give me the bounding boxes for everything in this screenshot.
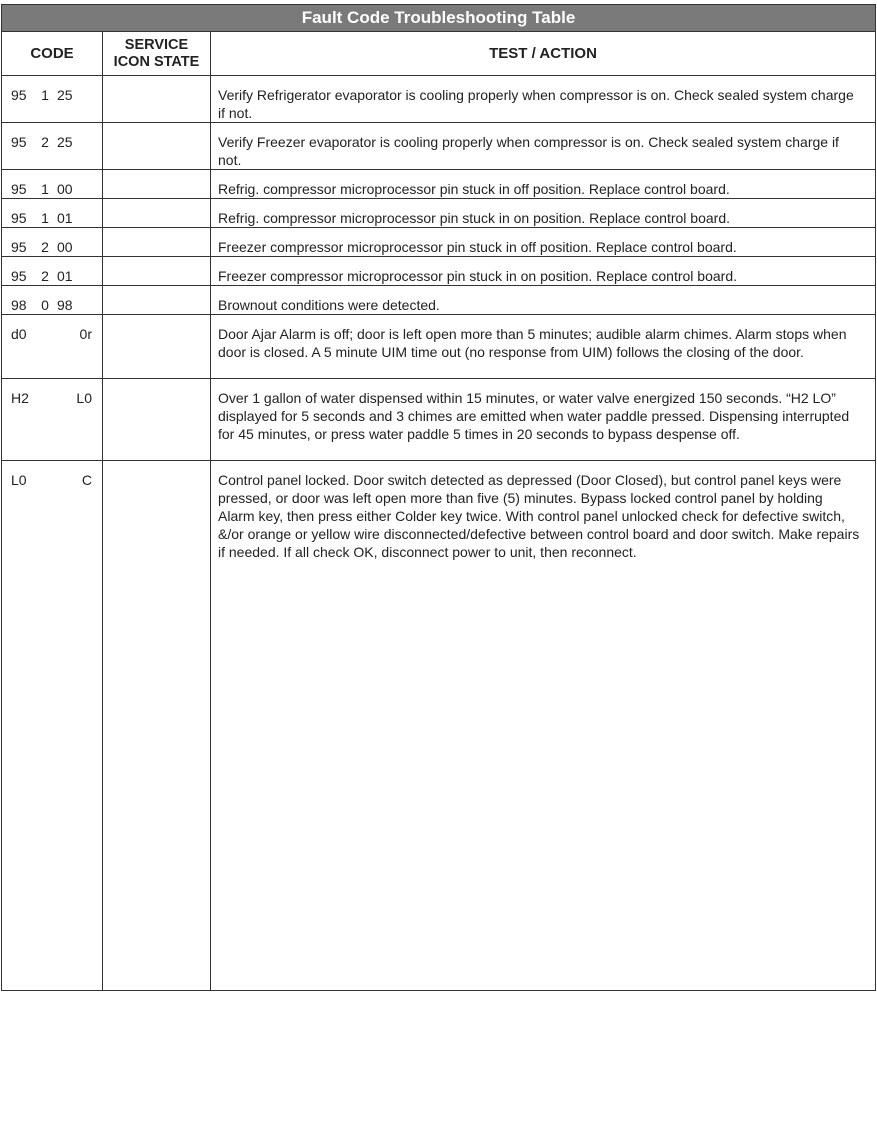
action-cell: Refrig. compressor microprocessor pin stuck in on position. Replace control board. (211, 199, 876, 228)
table-row (2, 286, 876, 315)
action-cell: Over 1 gallon of water dispensed within 15 minutes, or water valve energized 150 seconds. “H2 LO” displayed for 5 seconds and 3 chimes are emitted when water paddle pressed. Dispensing interrupted for 45 minutes, or press water paddle 5 times in 20 seconds to bypass despense off. (211, 379, 876, 461)
code-part-3: 01 (57, 268, 73, 284)
code-cell (2, 379, 103, 461)
code-part-3: 00 (57, 239, 73, 255)
action-cell: Verify Freezer evaporator is cooling properly when compressor is on. Check sealed system charge if not. (211, 123, 876, 170)
table-row (2, 76, 876, 123)
action-cell: Refrig. compressor microprocessor pin stuck in off position. Replace control board. (211, 170, 876, 199)
table-row (2, 123, 876, 170)
code-part-3: 25 (57, 87, 73, 103)
service-icon-state-cell (103, 315, 211, 379)
code-part-1: L0 (11, 472, 27, 488)
action-cell: Door Ajar Alarm is off; door is left open more than 5 minutes; audible alarm chimes. Alarm stops when door is closed. A 5 minute UIM time out (no response from UIM) follows the closing of the door. (211, 315, 876, 379)
code-part-3: 25 (57, 134, 73, 150)
code-part-1: d0 (11, 326, 27, 342)
code-header: CODE (2, 32, 103, 76)
header-row (2, 32, 876, 76)
service-icon-state-cell (103, 461, 211, 991)
table-row (2, 199, 876, 228)
service-icon-state-cell (103, 286, 211, 315)
code-cell (2, 286, 103, 315)
table-row (2, 315, 876, 379)
code-part-2: 2 (41, 268, 49, 284)
action-cell: Brownout conditions were detected. (211, 286, 876, 315)
service-header-line1: SERVICE (124, 36, 189, 53)
code-part-3: 01 (57, 210, 73, 226)
code-part-3: L0 (76, 390, 92, 406)
service-icon-state-cell (103, 228, 211, 257)
code-part-1: 95 (11, 87, 27, 103)
table-title: Fault Code Troubleshooting Table (2, 5, 876, 32)
service-icon-state-cell (103, 257, 211, 286)
test-action-header: TEST / ACTION (211, 32, 876, 76)
code-cell (2, 461, 103, 991)
code-part-1: 95 (11, 181, 27, 197)
code-part-1: 95 (11, 239, 27, 255)
action-cell: Freezer compressor microprocessor pin stuck in on position. Replace control board. (211, 257, 876, 286)
code-part-3: 98 (57, 297, 73, 313)
code-part-1: H2 (11, 390, 29, 406)
code-part-2: 1 (41, 87, 49, 103)
code-cell (2, 228, 103, 257)
code-part-2: 1 (41, 181, 49, 197)
service-icon-state-cell (103, 199, 211, 228)
code-part-2: 0 (41, 297, 49, 313)
code-cell (2, 199, 103, 228)
code-part-2: 1 (41, 210, 49, 226)
code-cell (2, 76, 103, 123)
code-part-3: C (81, 472, 92, 488)
code-part-1: 95 (11, 268, 27, 284)
code-part-3: 00 (57, 181, 73, 197)
code-part-2: 2 (41, 239, 49, 255)
action-cell: Control panel locked. Door switch detected as depressed (Door Closed), but control panel keys were pressed, or door was left open more than five (5) minutes. Bypass locked control panel by holding Alarm key, then press either Colder key twice. With control panel unlocked check for defective switch, &/or orange or yellow wire disconnected/defective between control board and door switch. Make repairs if needed. If all check OK, disconnect power to unit, then reconnect. (211, 461, 876, 991)
code-cell (2, 170, 103, 199)
table-row (2, 257, 876, 286)
code-part-2: 2 (41, 134, 49, 150)
table-row (2, 461, 876, 991)
code-part-1: 95 (11, 210, 27, 226)
service-icon-state-cell (103, 170, 211, 199)
code-part-1: 95 (11, 134, 27, 150)
table-row (2, 228, 876, 257)
action-cell: Freezer compressor microprocessor pin stuck in off position. Replace control board. (211, 228, 876, 257)
service-icon-state-cell (103, 123, 211, 170)
service-header-line2: ICON STATE (113, 53, 200, 70)
code-cell (2, 315, 103, 379)
code-cell (2, 123, 103, 170)
fault-code-table (1, 4, 876, 991)
service-icon-state-header (103, 32, 211, 76)
table-row (2, 170, 876, 199)
fault-code-sheet (1, 4, 875, 991)
table-title-row (2, 5, 876, 32)
service-icon-state-cell (103, 379, 211, 461)
code-part-1: 98 (11, 297, 27, 313)
action-cell: Verify Refrigerator evaporator is cooling properly when compressor is on. Check sealed system charge if not. (211, 76, 876, 123)
code-part-3: 0r (79, 326, 92, 342)
table-row (2, 379, 876, 461)
service-icon-state-cell (103, 76, 211, 123)
code-cell (2, 257, 103, 286)
